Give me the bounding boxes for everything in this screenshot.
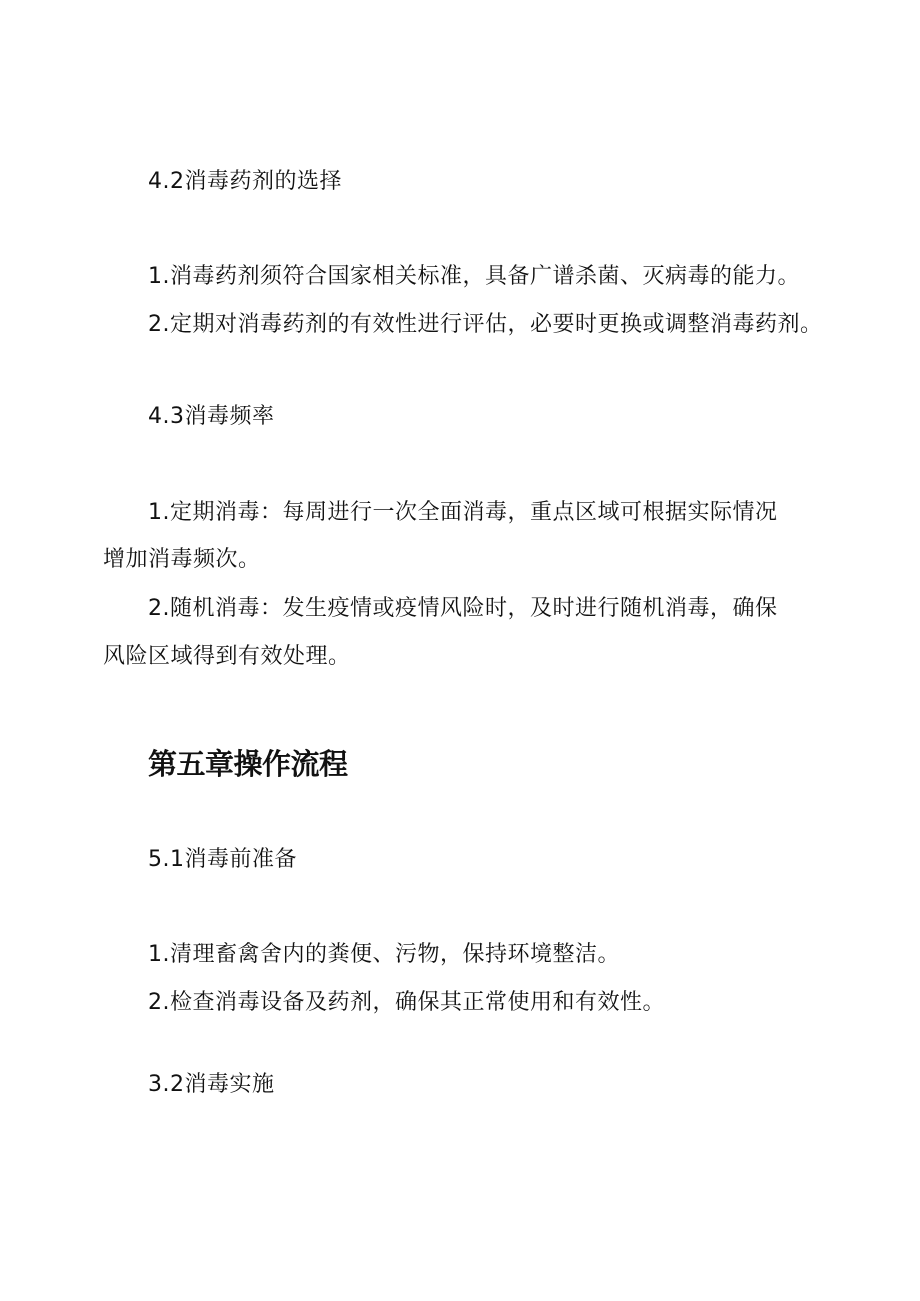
list-item-continuation: 风险区域得到有效处理。: [103, 644, 351, 669]
list-item-continuation: 增加消毒频次。: [103, 547, 261, 572]
list-item: 2.定期对消毒药剂的有效性进行评估，必要时更换或调整消毒药剂。: [148, 312, 823, 337]
list-item: 1.消毒药剂须符合国家相关标准，具备广谱杀菌、灭病毒的能力。: [148, 264, 800, 289]
section-heading-5-2: 3.2消毒实施: [148, 1072, 275, 1097]
list-item: 1.清理畜禽舍内的粪便、污物，保持环境整洁。: [148, 942, 620, 967]
chapter-title: 第五章操作流程: [148, 747, 348, 781]
list-item-line: 1.定期消毒：每周进行一次全面消毒，重点区域可根据实际情况: [148, 500, 778, 525]
section-heading-5-1: 5.1消毒前准备: [148, 847, 297, 872]
list-item: 2.检查消毒设备及药剂，确保其正常使用和有效性。: [148, 990, 665, 1015]
section-heading-4-3: 4.3消毒频率: [148, 404, 275, 429]
list-item-line: 2.随机消毒：发生疫情或疫情风险时，及时进行随机消毒，确保: [148, 596, 778, 621]
section-heading-4-2: 4.2消毒药剂的选择: [148, 169, 342, 194]
